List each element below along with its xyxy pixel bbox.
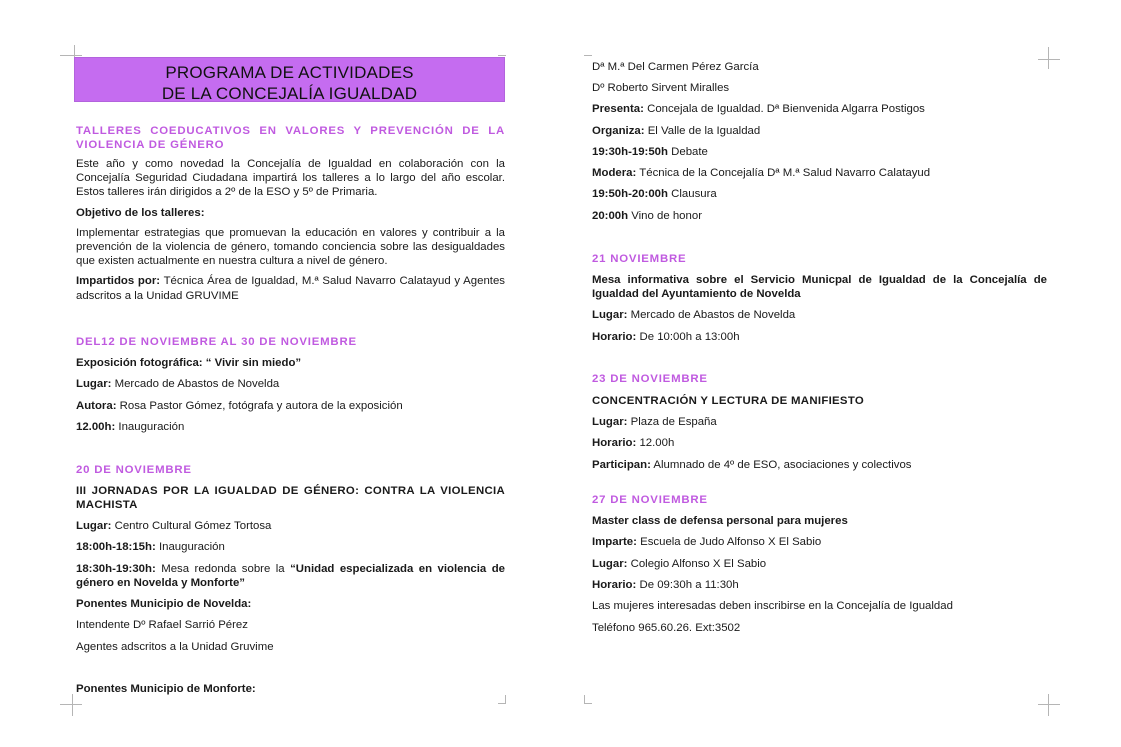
presenta-label: Presenta: [592, 103, 644, 115]
crop-mark [498, 55, 506, 56]
crop-mark [1038, 704, 1060, 705]
crop-mark [72, 694, 73, 716]
master-title: Master class de defensa personal para mujeres [592, 515, 848, 527]
crop-mark [584, 695, 585, 704]
mesa-lugar [592, 308, 795, 322]
crop-mark [1038, 59, 1060, 60]
ponente-1: Dª M.ª Del Carmen Pérez García [592, 61, 759, 73]
impartidos-paragraph [76, 274, 505, 302]
nov27-heading: 27 DE NOVIEMBRE [592, 494, 708, 506]
jornadas-t2-label: 18:30h-19:30h: [76, 563, 156, 575]
concentracion-title: CONCENTRACIÓN Y LECTURA DE MANIFIESTO [592, 395, 865, 407]
presenta [592, 102, 925, 116]
title-line-1: PROGRAMA DE ACTIVIDADES [165, 63, 414, 82]
jornadas-lugar-value: Centro Cultural Gómez Tortosa [111, 520, 272, 532]
talleres-intro: Este año y como novedad la Concejalía de Igualdad en colaboración con la Concejalía Seguridad Ciudadana impartirá los talleres a lo largo del año escolar. Estos talleres irán dirigidos a 2º de la ESO y 5º de Primaria. [76, 158, 505, 199]
modera [592, 166, 930, 180]
clausura [592, 187, 717, 201]
mesa-lugar-value: Mercado de Abastos de Novelda [627, 309, 796, 321]
mesa-title: Mesa informativa sobre el Servicio Municpal de Igualdad de la Concejalía de Igualdad del Ayuntamiento de Novelda [592, 274, 1047, 301]
vino [592, 209, 702, 223]
debate [592, 145, 708, 159]
master-lugar [592, 557, 766, 571]
master-horario-value: De 09:30h a 11:30h [636, 579, 739, 591]
crop-mark [60, 55, 82, 56]
jornadas-t1-label: 18:00h-18:15h: [76, 541, 156, 553]
master-horario [592, 578, 739, 592]
expo-heading: DEL12 DE NOVIEMBRE AL 30 DE NOVIEMBRE [76, 336, 357, 348]
expo-hora-label: 12.00h: [76, 421, 116, 433]
jornadas-lugar [76, 519, 271, 533]
imparte-value: Escuela de Judo Alfonso X El Sabio [636, 536, 822, 548]
master-lugar-label: Lugar: [592, 558, 628, 570]
title-line-2: DE LA CONCEJALÍA IGUALDAD [161, 84, 418, 103]
conc-particip-label: Participan: [592, 459, 651, 471]
presenta-value: Concejala de Igualdad. Dª Bienvenida Algarra Postigos [643, 103, 925, 115]
jornadas-t2-bold: “Unidad especializada en violencia de género en Novelda y Monforte” [76, 563, 505, 590]
organiza [592, 124, 760, 138]
debate-label: 19:30h-19:50h [592, 146, 668, 158]
imparte [592, 535, 821, 549]
vino-value: Vino de honor [628, 210, 702, 222]
expo-autora-value: Rosa Pastor Gómez, fotógrafa y autora de la exposición [116, 400, 403, 412]
nov21-heading: 21 NOVIEMBRE [592, 253, 687, 265]
conc-horario-label: Horario: [592, 437, 637, 449]
conc-lugar [592, 415, 717, 429]
agentes: Agentes adscritos a la Unidad Gruvime [76, 641, 274, 653]
debate-value: Debate [667, 146, 708, 158]
inscribirse: Las mujeres interesadas deben inscribirse en la Concejalía de Igualdad [592, 600, 953, 612]
objetivo-text: Implementar estrategias que promuevan la educación en valores y contribuir a la prevención de la violencia de género, tomando conciencia sobre las desigualdades que existen actualmente en nuestra cultura a nivel de género. [76, 226, 505, 268]
expo-hora [76, 420, 184, 434]
organiza-value: El Valle de la Igualdad [644, 125, 761, 137]
conc-lugar-label: Lugar: [592, 416, 628, 428]
expo-autora-label: Autora: [76, 400, 117, 412]
clausura-label: 19:50h-20:00h [592, 188, 668, 200]
mesa-horario [592, 330, 740, 344]
expo-lugar-label: Lugar: [76, 378, 112, 390]
jornadas-t2-mid: Mesa redonda sobre la [155, 563, 291, 575]
nov20-heading: 20 DE NOVIEMBRE [76, 464, 192, 476]
impartidos-text: Técnica Área de Igualdad, M.ª Salud Navarro Calatayud y Agentes adscritos a la Unidad GRUVIME [76, 275, 505, 302]
imparte-label: Imparte: [592, 536, 637, 548]
nov23-heading: 23 DE NOVIEMBRE [592, 373, 708, 385]
modera-value: Técnica de la Concejalía Dª M.ª Salud Navarro Calatayud [636, 167, 931, 179]
talleres-heading: TALLERES COEDUCATIVOS EN VALORES Y PREVENCIÓN DE LA VIOLENCIA DE GÉNERO [76, 125, 505, 151]
telefono: Teléfono 965.60.26. Ext:3502 [592, 622, 741, 634]
modera-label: Modera: [592, 167, 637, 179]
mesa-horario-value: De 10:00h a 13:00h [636, 331, 740, 343]
ponente-2: Dº Roberto Sirvent Miralles [592, 82, 730, 94]
crop-mark [584, 703, 592, 704]
mesa-horario-label: Horario: [592, 331, 637, 343]
impartidos-label: Impartidos por: [76, 275, 161, 288]
crop-mark [505, 695, 506, 704]
ponentes-monforte: Ponentes Municipio de Monforte: [76, 683, 256, 695]
conc-participan [592, 458, 911, 472]
conc-lugar-value: Plaza de España [627, 416, 717, 428]
mesa-lugar-label: Lugar: [592, 309, 628, 321]
conc-horario-value: 12.00h [636, 437, 675, 449]
expo-lugar-value: Mercado de Abastos de Novelda [111, 378, 280, 390]
master-horario-label: Horario: [592, 579, 637, 591]
crop-mark [1048, 694, 1049, 716]
expo-title: Exposición fotográfica: “ Vivir sin miedo” [76, 357, 302, 369]
crop-mark [60, 704, 82, 705]
jornadas-lugar-label: Lugar: [76, 520, 112, 532]
expo-lugar [76, 377, 279, 391]
left-column [76, 124, 505, 303]
conc-horario [592, 436, 674, 450]
conc-particip-value: Alumnado de 4º de ESO, asociaciones y colectivos [650, 459, 912, 471]
organiza-label: Organiza: [592, 125, 645, 137]
ponentes-novelda: Ponentes Municipio de Novelda: [76, 598, 252, 610]
jornadas-t1-value: Inauguración [155, 541, 225, 553]
expo-autora [76, 399, 403, 413]
expo-hora-value: Inauguración [115, 421, 185, 433]
crop-mark [1048, 47, 1049, 69]
intendente: Intendente Dº Rafael Sarrió Pérez [76, 619, 248, 631]
vino-label: 20:00h [592, 210, 629, 222]
clausura-value: Clausura [667, 188, 717, 200]
jornadas-mesa-redonda [76, 562, 505, 590]
objetivo-label: Objetivo de los talleres: [76, 206, 205, 219]
crop-mark [584, 55, 592, 56]
master-lugar-value: Colegio Alfonso X El Sabio [627, 558, 767, 570]
jornadas-title: III JORNADAS POR LA IGUALDAD DE GÉNERO: CONTRA LA VIOLENCIA MACHISTA [76, 485, 505, 512]
jornadas-inauguracion [76, 540, 225, 554]
page-title [74, 57, 505, 102]
